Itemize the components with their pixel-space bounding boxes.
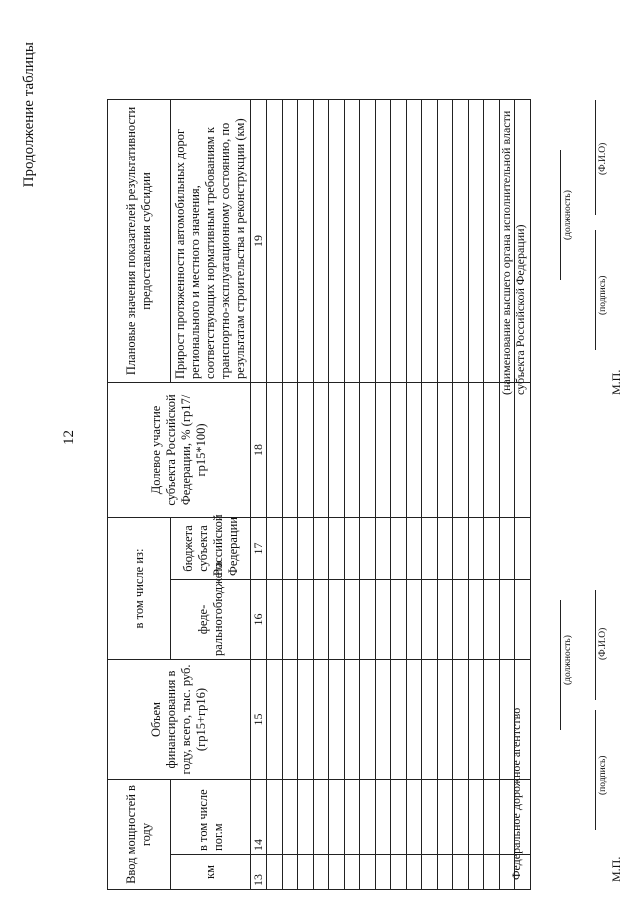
table-cell xyxy=(375,780,391,855)
table-cell xyxy=(313,855,329,890)
header-financing-total: Объем финансирования в году, всего, тыс. руб. (гр15+гр16) xyxy=(108,660,251,780)
table-cell xyxy=(391,580,407,660)
column-number: 16 xyxy=(251,580,267,660)
header-capacity-km: км xyxy=(171,855,251,890)
table-cell xyxy=(406,780,422,855)
right-signature-line xyxy=(595,230,596,350)
table-cell xyxy=(313,99,329,382)
page-number: 12 xyxy=(61,430,77,445)
table-cell xyxy=(422,855,438,890)
table-cell xyxy=(360,855,376,890)
column-number: 17 xyxy=(251,517,267,579)
table-cell xyxy=(298,660,314,780)
table-cell xyxy=(468,660,484,780)
data-table xyxy=(107,99,531,890)
table-row xyxy=(313,99,329,889)
table-row xyxy=(267,99,283,889)
table-cell xyxy=(391,780,407,855)
table-cell xyxy=(329,517,345,579)
header-federal-budget: феде-ральногобюджета xyxy=(171,580,251,660)
table-row xyxy=(422,99,438,889)
table-cell xyxy=(329,855,345,890)
table-cell xyxy=(375,382,391,517)
table-cell xyxy=(453,517,469,579)
table-cell xyxy=(422,780,438,855)
right-stamp: М.П. xyxy=(609,369,623,395)
table-cell xyxy=(515,580,531,660)
header-planned-indicators: Плановые значения показателей результативности предоставления субсидии xyxy=(108,99,171,382)
table-cell xyxy=(360,99,376,382)
table-cell xyxy=(406,382,422,517)
table-row xyxy=(484,99,500,889)
table-cell xyxy=(453,855,469,890)
table-row xyxy=(344,99,360,889)
table-cell xyxy=(360,660,376,780)
table-cell xyxy=(515,382,531,517)
table-cell xyxy=(391,517,407,579)
table-row xyxy=(468,99,484,889)
header-road-growth: Прирост протяженности автомобильных дорог регионального и местного значения, соответствующих нормативным требованиям к транспортно-эксплуатационному состоянию, по результатам строительства и реконструкции (км) xyxy=(171,99,251,382)
table-cell xyxy=(344,580,360,660)
table-cell xyxy=(437,780,453,855)
table-cell xyxy=(468,517,484,579)
table-cell xyxy=(422,99,438,382)
table-cell xyxy=(453,382,469,517)
table-row xyxy=(391,99,407,889)
table-row xyxy=(437,99,453,889)
table-cell xyxy=(344,517,360,579)
table-cell xyxy=(282,780,298,855)
table-cell xyxy=(267,517,283,579)
table-cell xyxy=(313,780,329,855)
table-cell xyxy=(437,382,453,517)
table-cell xyxy=(267,580,283,660)
table-cell xyxy=(484,855,500,890)
table-cell xyxy=(484,780,500,855)
right-signatory-org: (наименование высшего органа исполнительной власти субъекта Российской Федерации) xyxy=(499,110,527,395)
table-cell xyxy=(422,382,438,517)
table-cell xyxy=(499,580,515,660)
right-position-caption: (должность) xyxy=(563,190,573,240)
table-cell xyxy=(267,855,283,890)
table-cell xyxy=(360,382,376,517)
table-cell xyxy=(344,382,360,517)
table-cell xyxy=(282,855,298,890)
document-page xyxy=(15,30,625,890)
table-cell xyxy=(406,660,422,780)
table-cell xyxy=(360,780,376,855)
table-cell xyxy=(499,382,515,517)
table-cell xyxy=(468,382,484,517)
left-stamp: М.П. xyxy=(609,856,623,882)
table-cell xyxy=(282,99,298,382)
table-cell xyxy=(499,517,515,579)
table-cell xyxy=(484,660,500,780)
table-cell xyxy=(406,517,422,579)
table-cell xyxy=(329,99,345,382)
continuation-title: Продолжение таблицы xyxy=(21,42,37,188)
table-cell xyxy=(484,580,500,660)
table-row xyxy=(453,99,469,889)
table-cell xyxy=(406,99,422,382)
table-cell xyxy=(391,382,407,517)
left-position-caption: (должность) xyxy=(563,635,573,685)
table-cell xyxy=(329,780,345,855)
table-cell xyxy=(422,517,438,579)
table-cell xyxy=(391,855,407,890)
table-cell xyxy=(453,660,469,780)
table-cell xyxy=(422,580,438,660)
table-cell xyxy=(282,382,298,517)
table-cell xyxy=(282,660,298,780)
table-row xyxy=(360,99,376,889)
table-cell xyxy=(298,580,314,660)
table-cell xyxy=(360,580,376,660)
table-cell xyxy=(329,660,345,780)
table-cell xyxy=(267,780,283,855)
table-cell xyxy=(298,99,314,382)
table-cell xyxy=(313,382,329,517)
table-cell xyxy=(468,99,484,382)
table-cell xyxy=(282,517,298,579)
table-cell xyxy=(391,660,407,780)
table-cell xyxy=(298,517,314,579)
left-name-line xyxy=(595,590,596,700)
table-cell xyxy=(422,660,438,780)
table-cell xyxy=(313,517,329,579)
table-row xyxy=(282,99,298,889)
table-cell xyxy=(282,580,298,660)
header-share: Долевое участие субъекта Российской Федерации, % (гр17/гр15*100) xyxy=(108,382,251,517)
left-signatory-org: Федеральное дорожное агентство xyxy=(509,707,523,880)
table-cell xyxy=(329,382,345,517)
table-cell xyxy=(406,855,422,890)
table-cell xyxy=(437,855,453,890)
right-signature-caption: (подпись) xyxy=(598,275,608,315)
table-cell xyxy=(375,517,391,579)
column-number: 13 xyxy=(251,855,267,890)
table-cell xyxy=(375,99,391,382)
table-cell xyxy=(453,99,469,382)
column-number-row xyxy=(251,99,267,889)
left-position-line xyxy=(560,600,561,730)
table-cell xyxy=(391,99,407,382)
table-cell xyxy=(484,517,500,579)
right-name-caption: (Ф.И.О) xyxy=(598,142,608,175)
header-capacity: Ввод мощностей в году xyxy=(108,780,171,890)
table-cell xyxy=(267,660,283,780)
column-number: 14 xyxy=(251,780,267,855)
column-number: 18 xyxy=(251,382,267,517)
table-row xyxy=(329,99,345,889)
table-cell xyxy=(298,780,314,855)
table-cell xyxy=(484,382,500,517)
table-cell xyxy=(344,660,360,780)
table-row xyxy=(406,99,422,889)
table-row xyxy=(298,99,314,889)
table-cell xyxy=(468,780,484,855)
table-cell xyxy=(298,382,314,517)
left-name-caption: (Ф.И.О) xyxy=(598,627,608,660)
table-cell xyxy=(329,580,345,660)
table-cell xyxy=(453,780,469,855)
header-row-1 xyxy=(108,99,171,889)
header-subject-budget: бюджета субъекта Российской Федерации xyxy=(171,517,251,579)
left-signature-caption: (подпись) xyxy=(598,755,608,795)
right-name-line xyxy=(595,100,596,215)
table-row xyxy=(375,99,391,889)
table-cell xyxy=(344,780,360,855)
table-cell xyxy=(484,99,500,382)
table-cell xyxy=(406,580,422,660)
table-cell xyxy=(437,580,453,660)
table-cell xyxy=(375,660,391,780)
column-number: 19 xyxy=(251,99,267,382)
table-cell xyxy=(267,382,283,517)
table-cell xyxy=(313,660,329,780)
table-cell xyxy=(267,99,283,382)
table-cell xyxy=(437,517,453,579)
header-incl-group: в том числе из: xyxy=(108,517,171,659)
table-cell xyxy=(375,855,391,890)
table-cell xyxy=(298,855,314,890)
right-position-line xyxy=(560,150,561,280)
table-cell xyxy=(515,517,531,579)
table-cell xyxy=(468,580,484,660)
table-cell xyxy=(375,580,391,660)
table-cell xyxy=(313,580,329,660)
table-cell xyxy=(344,99,360,382)
empty-rows xyxy=(267,99,531,889)
column-number: 15 xyxy=(251,660,267,780)
table-cell xyxy=(344,855,360,890)
left-signature-line xyxy=(595,710,596,830)
header-capacity-bridges: в том числе пог.м xyxy=(171,780,251,855)
table-cell xyxy=(437,99,453,382)
table-cell xyxy=(437,660,453,780)
table-cell xyxy=(360,517,376,579)
table-cell xyxy=(453,580,469,660)
table-cell xyxy=(468,855,484,890)
